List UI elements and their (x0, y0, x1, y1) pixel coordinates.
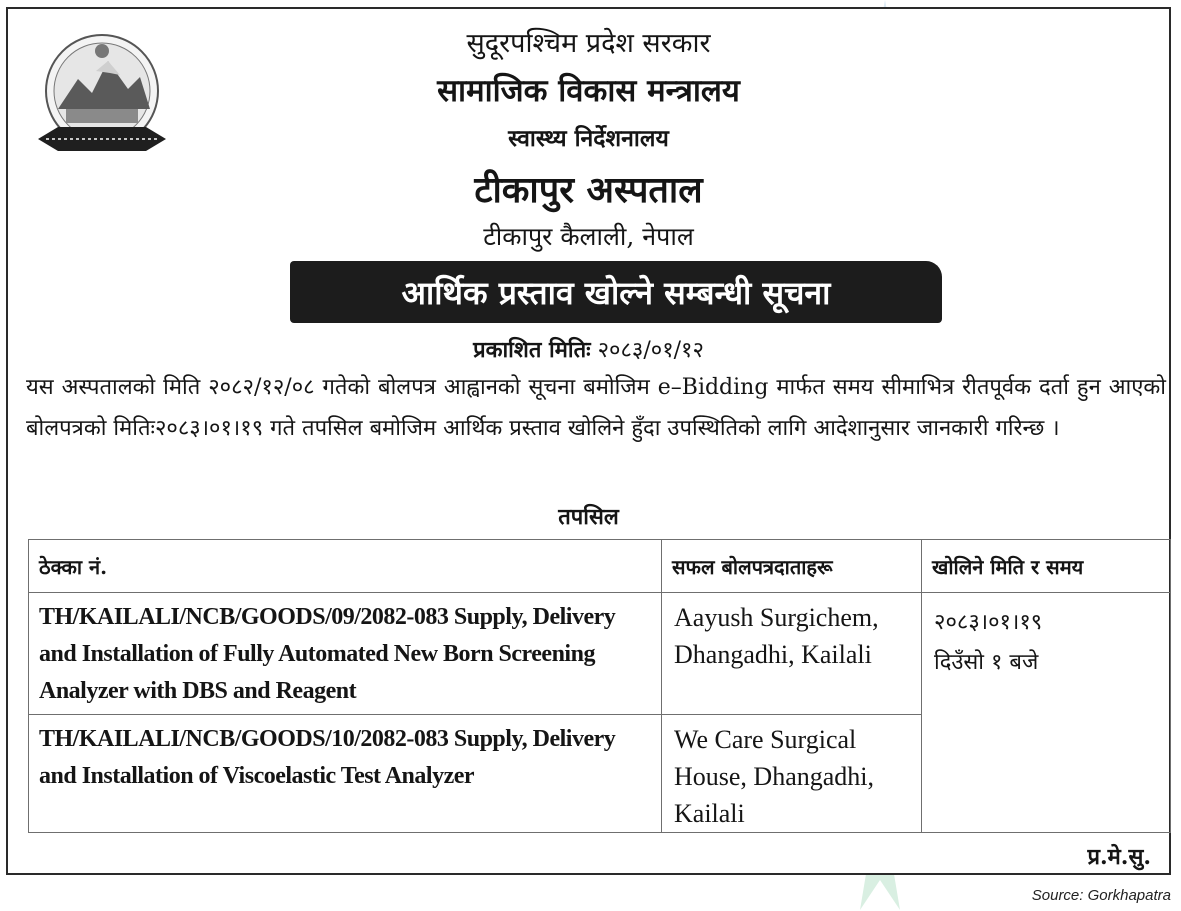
bidder-cell: Aayush Surgichem, Dhangadhi, Kailali (662, 593, 922, 715)
contract-cell: TH/KAILALI/NCB/GOODS/09/2082-083 Supply, Delivery and Installation of Fully Automated New Born Screening Analyzer with DBS and Reagent (29, 593, 662, 715)
notice-body: यस अस्पतालको मिति २०८२/१२/०८ गतेको बोलपत्र आह्वानको सूचना बमोजिम e–Bidding मार्फत समय सीमाभित्र रीतपूर्वक दर्ता हुन आएको बोलपत्रको मितिः२०८३।०१।१९ गते तपसिल बमोजिम आर्थिक प्रस्ताव खोलिने हुँदा उपस्थितिको लागि आदेशानुसार जानकारी गरिन्छ । (26, 375, 1166, 441)
ministry-heading: सामाजिक विकास मन्त्रालय (437, 73, 740, 109)
contract-cell: TH/KAILALI/NCB/GOODS/10/2082-083 Supply, Delivery and Installation of Viscoelastic Test Analyzer (29, 715, 662, 833)
opening-date: २०८३।०१।१९ (934, 610, 1043, 635)
issuer-code: प्र.मे.सु. (1087, 844, 1151, 870)
published-date: २०८३/०१/१२ (597, 338, 704, 363)
opening-date-time-cell (922, 593, 1171, 833)
notice-title-banner (290, 261, 942, 323)
hospital-address: टीकापुर कैलाली, नेपाल (483, 222, 694, 251)
published-date-line (8, 334, 1169, 364)
table-header-row (29, 540, 1171, 593)
notice-sheet (6, 7, 1171, 875)
column-header-successful-bidders: सफल बोलपत्रदाताहरू (662, 540, 922, 593)
bidder-cell: We Care Surgical House, Dhangadhi, Kailali (662, 715, 922, 833)
table-row (29, 593, 1171, 715)
notice-title: आर्थिक प्रस्ताव खोल्ने सम्बन्धी सूचना (401, 273, 831, 312)
bid-opening-table (28, 539, 1171, 833)
source-credit: Source: Gorkhapatra (1031, 887, 1171, 904)
province-government-heading: सुदूरपश्चिम प्रदेश सरकार (466, 28, 711, 59)
published-date-label: प्रकाशित मितिः (473, 337, 591, 363)
column-header-contract-no: ठेक्का नं. (29, 540, 662, 593)
hospital-name: टीकापुर अस्पताल (474, 169, 703, 211)
column-header-opening-date-time: खोलिने मिति र समय (922, 540, 1171, 593)
schedule-heading: तपसिल (558, 504, 619, 530)
opening-time: दिउँसो १ बजे (934, 650, 1039, 675)
directorate-heading: स्वास्थ्य निर्देशनालय (508, 125, 669, 152)
